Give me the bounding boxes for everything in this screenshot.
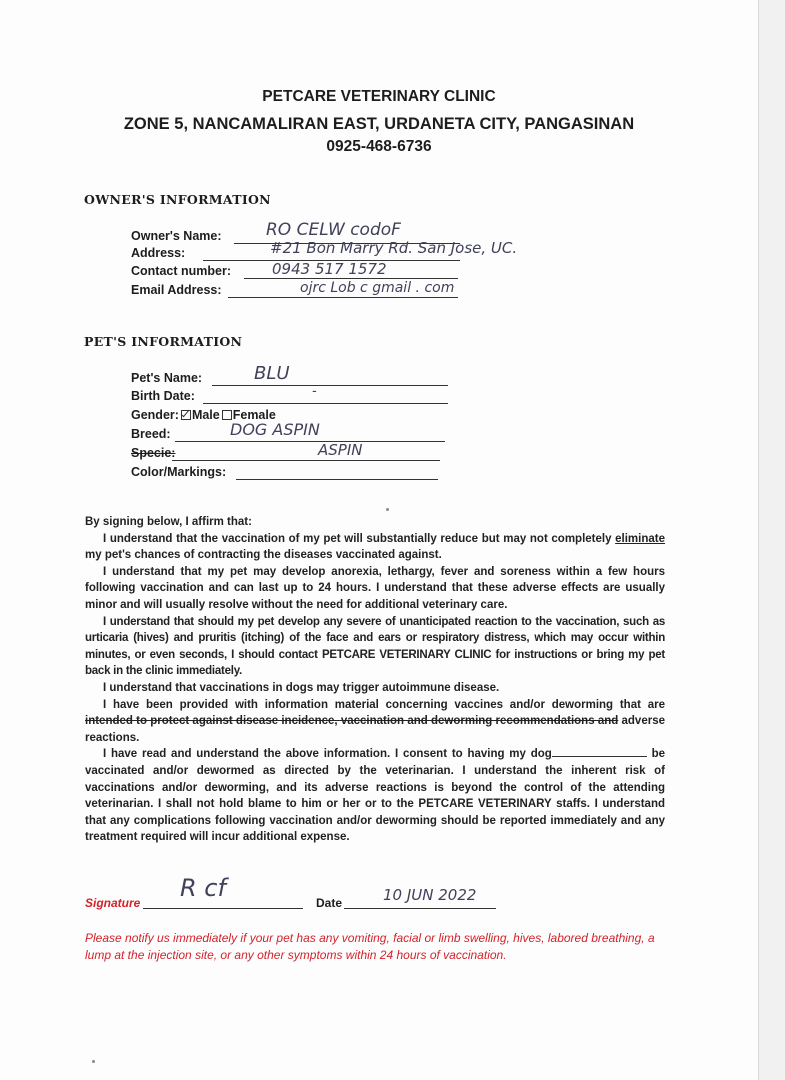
birth-date-line [203, 403, 448, 404]
color-markings-label: Color/Markings: [131, 465, 227, 479]
birth-date-label: Birth Date: [131, 389, 195, 403]
notice-text: Please notify us immediately if your pet has any vomiting, facial or limb swelling, hives, labored breathing, a lump at the injection site, or any other symptoms within 24 hours of vaccination. [85, 931, 655, 962]
date-value[interactable]: 10 JUN 2022 [383, 886, 477, 904]
date-label: Date [316, 896, 343, 910]
contact-number-value[interactable]: 0943 517 1572 [272, 260, 387, 278]
birth-date-value[interactable]: - [312, 384, 317, 399]
agreement-paragraph-3: I understand that should my pet develop any severe of unanticipated reaction to the vaccination, such as urticaria (hives) and pruritis (itching) of the face and ears or respiratory distress, which may occur within minutes, or even seconds, I should contact PETCARE VETERINARY CLINIC for instructions or bring my pet back in the clinic immediately. [85, 615, 665, 678]
gender-label: Gender: [131, 408, 179, 422]
address-value[interactable]: #21 Bon Marry Rd. San Jose, UC. [270, 239, 518, 257]
contact-number-label: Contact number: [131, 264, 231, 278]
agreement-paragraph-1: I understand that the vaccination of my pet will substantially reduce but may not completely eliminate my pet's chances of contracting the diseases vaccinated against. [85, 532, 665, 562]
contact-number-line [244, 278, 458, 279]
specie-label: Specie: [131, 446, 176, 460]
email-label: Email Address: [131, 283, 222, 297]
breed-line [175, 441, 445, 442]
clinic-name: PETCARE VETERINARY CLINIC [262, 88, 496, 105]
female-option-label: Female [232, 408, 276, 422]
scan-speck [92, 1060, 95, 1063]
breed-value[interactable]: DOG ASPIN [230, 420, 320, 439]
agreement-paragraph-2: I understand that my pet may develop anorexia, lethargy, fever and soreness within a few hours following vaccination and can last up to 24 hours. I understand that these adverse effects are usually minor and will usually resolve without the need for additional veterinary care. [85, 565, 665, 611]
email-value[interactable]: ojrc Lob c gmail . com [300, 280, 455, 296]
pet-info-heading: PET'S INFORMATION [84, 334, 243, 349]
owner-name-label: Owner's Name: [131, 229, 222, 243]
clinic-address: ZONE 5, NANCAMALIRAN EAST, URDANETA CITY, PANGASINAN [123, 115, 635, 133]
address-label: Address: [131, 246, 186, 260]
dog-name-blank[interactable] [552, 746, 647, 757]
scan-speck [386, 508, 389, 511]
signature-label: Signature [85, 896, 141, 910]
agreement-paragraph-5: I have been provided with information material concerning vaccines and/or deworming that are intended to protect against disease incidence, vaccination and deworming recommendations and adverse reactions. [85, 698, 665, 744]
pet-name-label: Pet's Name: [131, 371, 203, 385]
female-checkbox[interactable] [222, 410, 232, 420]
pet-name-value[interactable]: BLU [254, 363, 290, 384]
agreement-intro: By signing below, I affirm that: [85, 516, 252, 528]
email-line [228, 297, 458, 298]
clinic-phone: 0925-468-6736 [326, 138, 432, 155]
male-checkbox[interactable] [181, 410, 191, 420]
specie-line [172, 460, 440, 461]
breed-label: Breed: [131, 427, 171, 441]
pet-name-line [212, 385, 448, 386]
date-line[interactable] [344, 908, 496, 909]
color-markings-line[interactable] [236, 479, 438, 480]
male-option-label: Male [191, 408, 220, 422]
owner-name-value[interactable]: RO CELW codoF [266, 220, 401, 240]
specie-value[interactable]: ASPIN [318, 441, 363, 459]
signature-value: R cf [180, 874, 226, 902]
signature-line[interactable] [143, 908, 303, 909]
agreement-text [85, 514, 665, 846]
agreement-paragraph-6: I have read and understand the above information. I consent to having my dog be vaccinated and/or dewormed as directed by the veterinarian. I understand the inherent risk of vaccinations and/or deworming, and its adverse reactions is beyond the control of the attending veterinarian. I shall not hold blame to him or her or to the PETCARE VETERINARY staffs. I understand that any complications following vaccination and/or deworming should be reported immediately and any treatment required will incur additional expense. [85, 748, 665, 844]
agreement-paragraph-4: I understand that vaccinations in dogs may trigger autoimmune disease. [103, 681, 500, 694]
owner-info-heading: OWNER'S INFORMATION [84, 192, 271, 207]
